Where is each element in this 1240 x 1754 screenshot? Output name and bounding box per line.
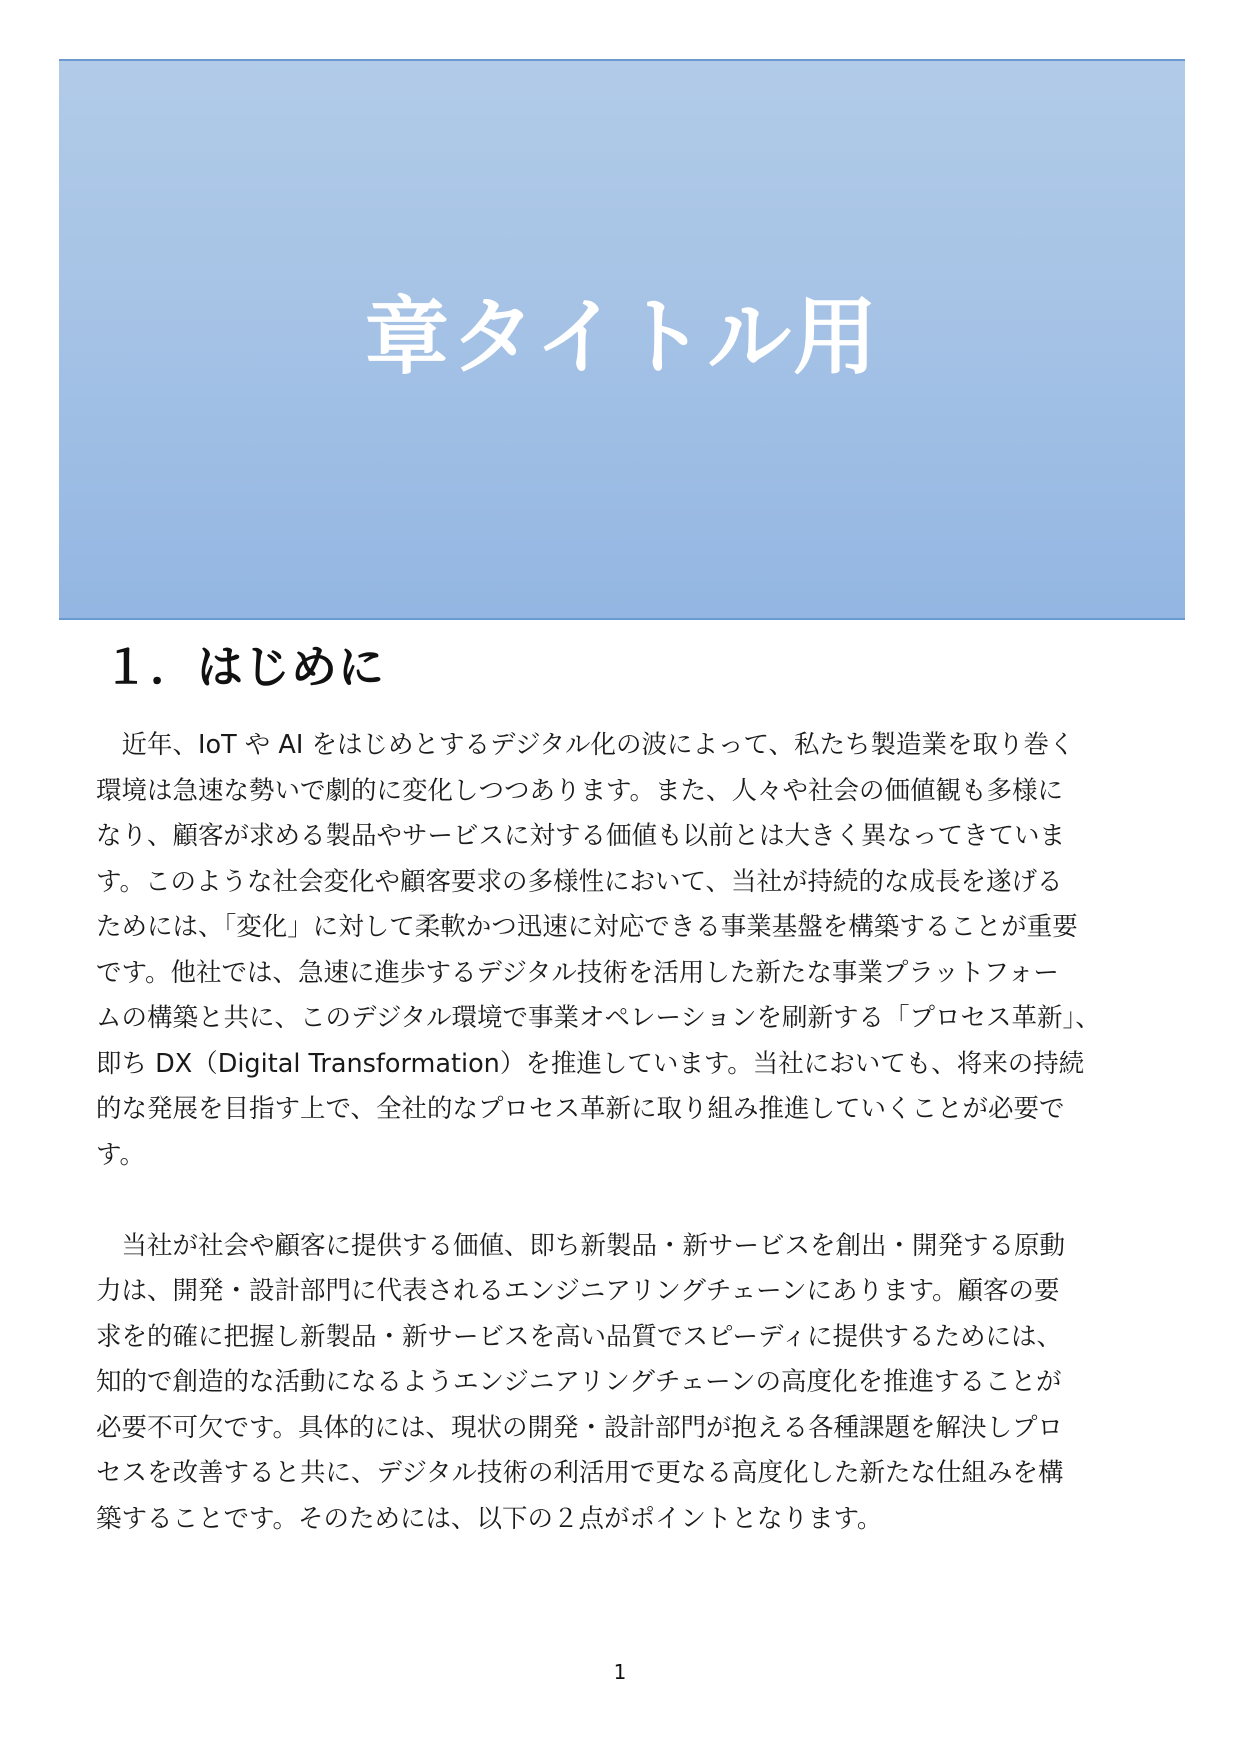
text-line: 環境は急速な勢いで劇的に変化しつつあります。また、人々や社会の価値観も多様に (96, 775, 1063, 806)
text-line: 当社が社会や顧客に提供する価値、即ち新製品・新サービスを創出・開発する原動 (96, 1230, 1066, 1261)
text-line: セスを改善すると共に、デジタル技術の利活用で更なる高度化した新たな仕組みを構 (96, 1458, 1064, 1488)
text-line: 築することです。そのためには、以下の２点がポイントとなります。 (96, 1503, 883, 1534)
paragraph-2 (96, 1224, 1150, 1543)
text-line: 必要不可欠です。具体的には、現状の開発・設計部門が抱える各種課題を解決しプロ (96, 1412, 1063, 1443)
body-text (96, 723, 1150, 1542)
text-line: ムの構築と共に、このデジタル環境で事業オペレーションを刷新する「プロセス革新」、 (96, 1003, 1101, 1033)
text-line: 力は、開発・設計部門に代表されるエンジニアリングチェーンにあります。顧客の要 (96, 1276, 1060, 1306)
text-line: 即ち DX（Digital Transformation）を推進しています。当社においても、将来の持続 (96, 1048, 1085, 1079)
paragraph-spacer (96, 1178, 1150, 1224)
chapter-title-banner (59, 59, 1185, 620)
text-line: 求を的確に把握し新製品・新サービスを高い品質でスピーディに提供するためには、 (96, 1321, 1062, 1352)
text-line: 的な発展を目指す上で、全社的なプロセス革新に取り組み推進していくことが必要で (96, 1094, 1065, 1124)
section-heading: １．はじめに (103, 640, 385, 694)
page-number: 1 (613, 1660, 627, 1684)
chapter-title: 章タイトル用 (364, 287, 880, 386)
text-line: 近年、IoT や AI をはじめとするデジタル化の波によって、私たち製造業を取り巻く (96, 730, 1075, 760)
text-line: です。他社では、急速に進歩するデジタル技術を活用した新たな事業プラットフォー (96, 957, 1059, 988)
paragraph-1 (96, 723, 1150, 1178)
text-line: ためには、「変化」に対して柔軟かつ迅速に対応できる事業基盤を構築することが重要 (96, 912, 1078, 942)
text-line: 知的で創造的な活動になるようエンジニアリングチェーンの高度化を推進することが (96, 1367, 1062, 1397)
text-line: す。 (96, 1139, 145, 1170)
text-line: す。このような社会変化や顧客要求の多様性において、当社が持続的な成長を遂げる (96, 866, 1063, 897)
text-line: なり、顧客が求める製品やサービスに対する価値も以前とは大きく異なってきていま (96, 821, 1066, 851)
